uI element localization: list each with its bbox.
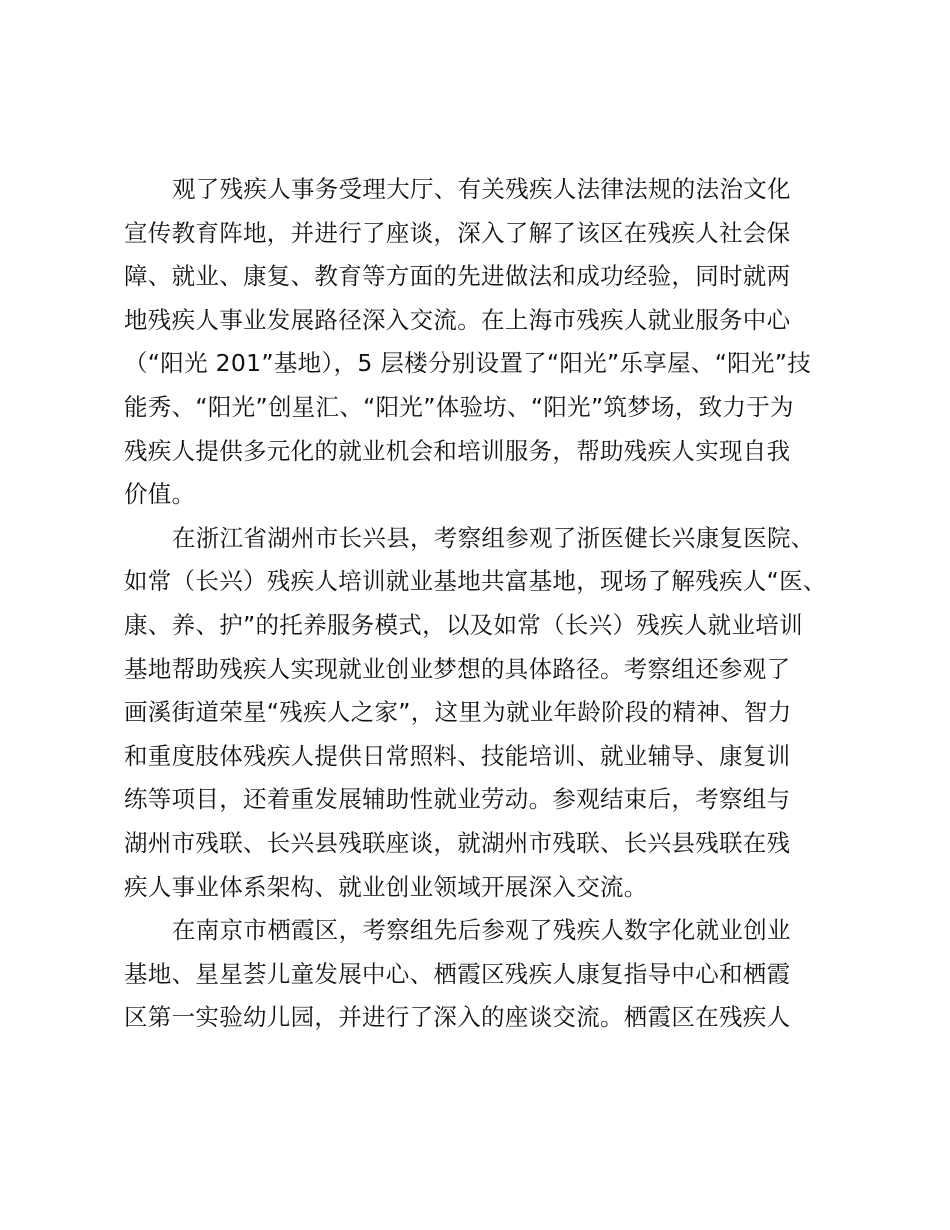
paragraph-line: 宣传教育阵地，并进行了座谈，深入了解了该区在残疾人社会保: [124, 218, 791, 247]
paragraph-line: 在浙江省湖州市长兴县，考察组参观了浙医健长兴康复医院、: [172, 523, 815, 552]
paragraph-line: 障、就业、康复、教育等方面的先进做法和成功经验，同时就两: [124, 262, 791, 291]
paragraph-line: 基地、星星荟儿童发展中心、栖霞区残疾人康复指导中心和栖霞: [124, 959, 791, 988]
paragraph-line: 地残疾人事业发展路径深入交流。在上海市残疾人就业服务中心: [124, 305, 791, 334]
paragraph-line: 基地帮助残疾人实现就业创业梦想的具体路径。考察组还参观了: [124, 654, 791, 683]
paragraph-line: 和重度肢体残疾人提供日常照料、技能培训、就业辅导、康复训: [124, 741, 791, 770]
paragraph-line: （“阳光 201”基地），5 层楼分别设置了“阳光”乐享屋、“阳光”技: [124, 349, 812, 378]
paragraph-line: 能秀、“阳光”创星汇、“阳光”体验坊、“阳光”筑梦场，致力于为: [124, 392, 794, 421]
paragraph-line: 画溪街道荣星“残疾人之家”，这里为就业年龄阶段的精神、智力: [124, 698, 792, 727]
paragraph-shanghai: [124, 168, 850, 517]
paragraph-line: 观了残疾人事务受理大厅、有关残疾人法律法规的法治文化: [172, 175, 791, 203]
paragraph-nanjing: [124, 909, 850, 1040]
paragraph-line: 湖州市残联、长兴县残联座谈，就湖州市残联、长兴县残联在残: [124, 828, 791, 857]
paragraph-line: 在南京市栖霞区，考察组先后参观了残疾人数字化就业创业: [172, 916, 791, 945]
paragraph-line: 疾人事业体系架构、就业创业领域开展深入交流。: [124, 872, 648, 901]
paragraph-line: 残疾人提供多元化的就业机会和培训服务，帮助残疾人实现自我: [124, 436, 791, 465]
document-body: [124, 168, 850, 1040]
paragraph-line: 如常（长兴）残疾人培训就业基地共富基地，现场了解残疾人“医、: [124, 567, 827, 596]
paragraph-huzhou: [124, 517, 850, 909]
paragraph-line: 练等项目，还着重发展辅助性就业劳动。参观结束后，考察组与: [124, 785, 791, 814]
paragraph-line: 区第一实验幼儿园，并进行了深入的座谈交流。栖霞区在残疾人: [124, 1003, 791, 1032]
paragraph-line: 康、养、护”的托养服务模式，以及如常（长兴）残疾人就业培训: [124, 610, 803, 639]
paragraph-line: 价值。: [124, 480, 196, 509]
